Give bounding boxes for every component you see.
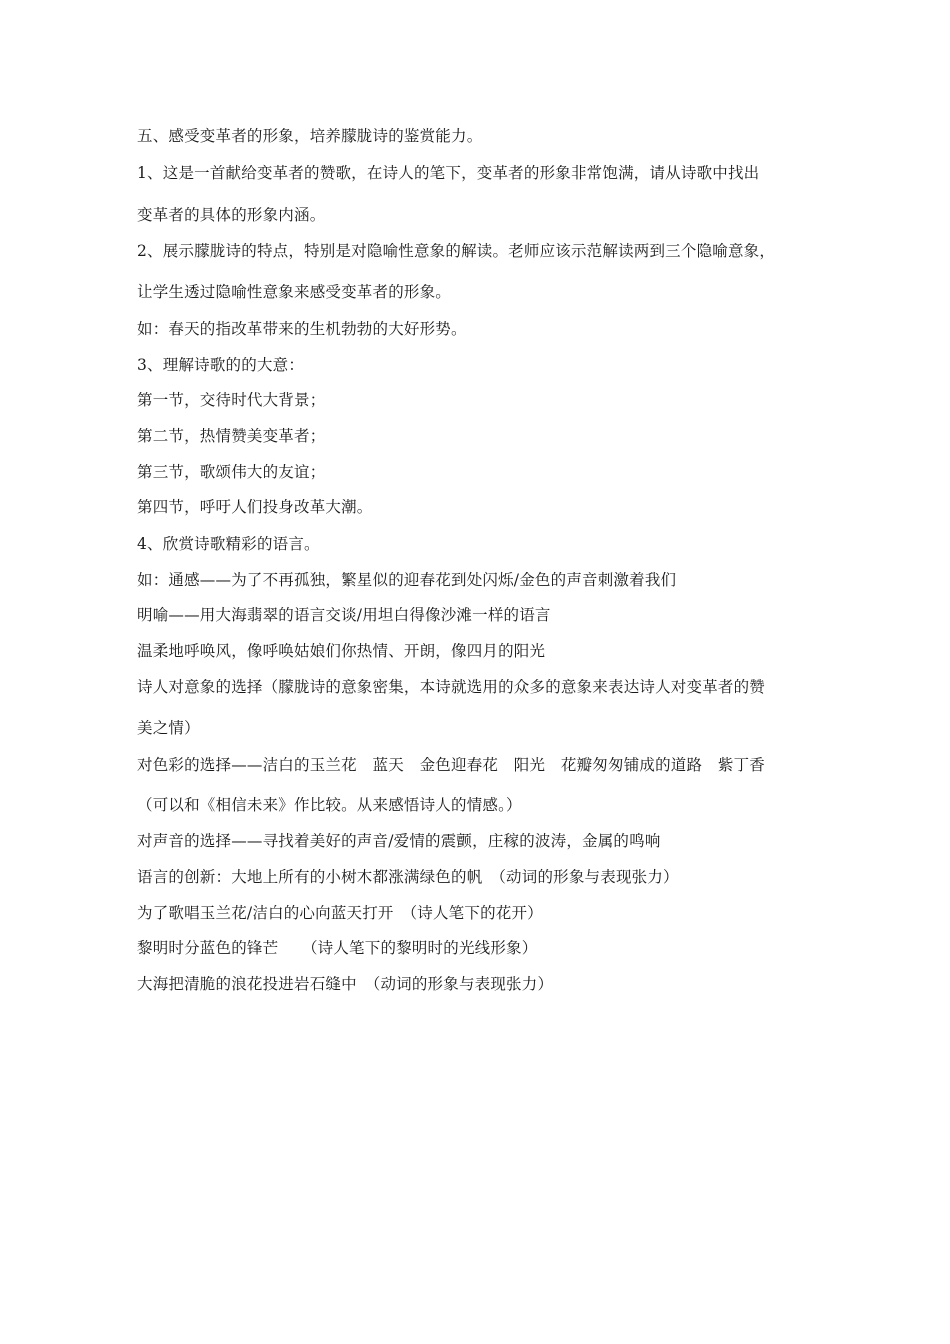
paragraph-line: 第一节，交待时代大背景； bbox=[137, 391, 326, 409]
paragraph-line: 2、展示朦胧诗的特点，特别是对隐喻性意象的解读。老师应该示范解读两到三个隐喻意象， bbox=[137, 242, 776, 260]
paragraph-line: 第四节，呼吁人们投身改革大潮。 bbox=[137, 498, 373, 516]
paragraph-line: 诗人对意象的选择（朦胧诗的意象密集，本诗就选用的众多的意象来表达诗人对变革者的赞 bbox=[137, 678, 766, 696]
paragraph-line: 第二节，热情赞美变革者； bbox=[137, 427, 326, 445]
paragraph-line: 让学生透过隐喻性意象来感受变革者的形象。 bbox=[137, 283, 452, 301]
section-heading: 五、感受变革者的形象，培养朦胧诗的鉴赏能力。 bbox=[137, 127, 483, 145]
paragraph-line: 明喻——用大海翡翠的语言交谈/用坦白得像沙滩一样的语言 bbox=[137, 606, 551, 624]
paragraph-line: 对声音的选择——寻找着美好的声音/爱情的震颤，庄稼的波涛，金属的鸣响 bbox=[137, 832, 661, 850]
paragraph-line: 第三节，歌颂伟大的友谊； bbox=[137, 463, 326, 481]
paragraph-line: 温柔地呼唤风，像呼唤姑娘们你热情、开朗，像四月的阳光 bbox=[137, 642, 546, 660]
paragraph-line: 如：通感——为了不再孤独，繁星似的迎春花到处闪烁/金色的声音刺激着我们 bbox=[137, 571, 677, 589]
paragraph-line: 变革者的具体的形象内涵。 bbox=[137, 206, 326, 224]
paragraph-line: 3、理解诗歌的的大意： bbox=[137, 356, 305, 374]
paragraph-line: 大海把清脆的浪花投进岩石缝中 （动词的形象与表现张力） bbox=[137, 975, 554, 993]
paragraph-line: 对色彩的选择——洁白的玉兰花 蓝天 金色迎春花 阳光 花瓣匆匆铺成的道路 紫丁香 bbox=[137, 756, 766, 774]
paragraph-line: 为了歌唱玉兰花/洁白的心向蓝天打开 （诗人笔下的花开） bbox=[137, 904, 543, 922]
paragraph-line: 1、这是一首献给变革者的赞歌，在诗人的笔下，变革者的形象非常饱满，请从诗歌中找出 bbox=[137, 164, 760, 182]
paragraph-line: 黎明时分蓝色的锋芒 （诗人笔下的黎明时的光线形象） bbox=[137, 939, 538, 957]
paragraph-line: （可以和《相信未来》作比较。从来感悟诗人的情感。） bbox=[137, 796, 522, 814]
paragraph-line: 美之情） bbox=[137, 719, 200, 737]
paragraph-line: 如：春天的指改革带来的生机勃勃的大好形势。 bbox=[137, 320, 467, 338]
paragraph-line: 语言的创新：大地上所有的小树木都涨满绿色的帆 （动词的形象与表现张力） bbox=[137, 868, 679, 886]
paragraph-line: 4、欣赏诗歌精彩的语言。 bbox=[137, 535, 320, 553]
